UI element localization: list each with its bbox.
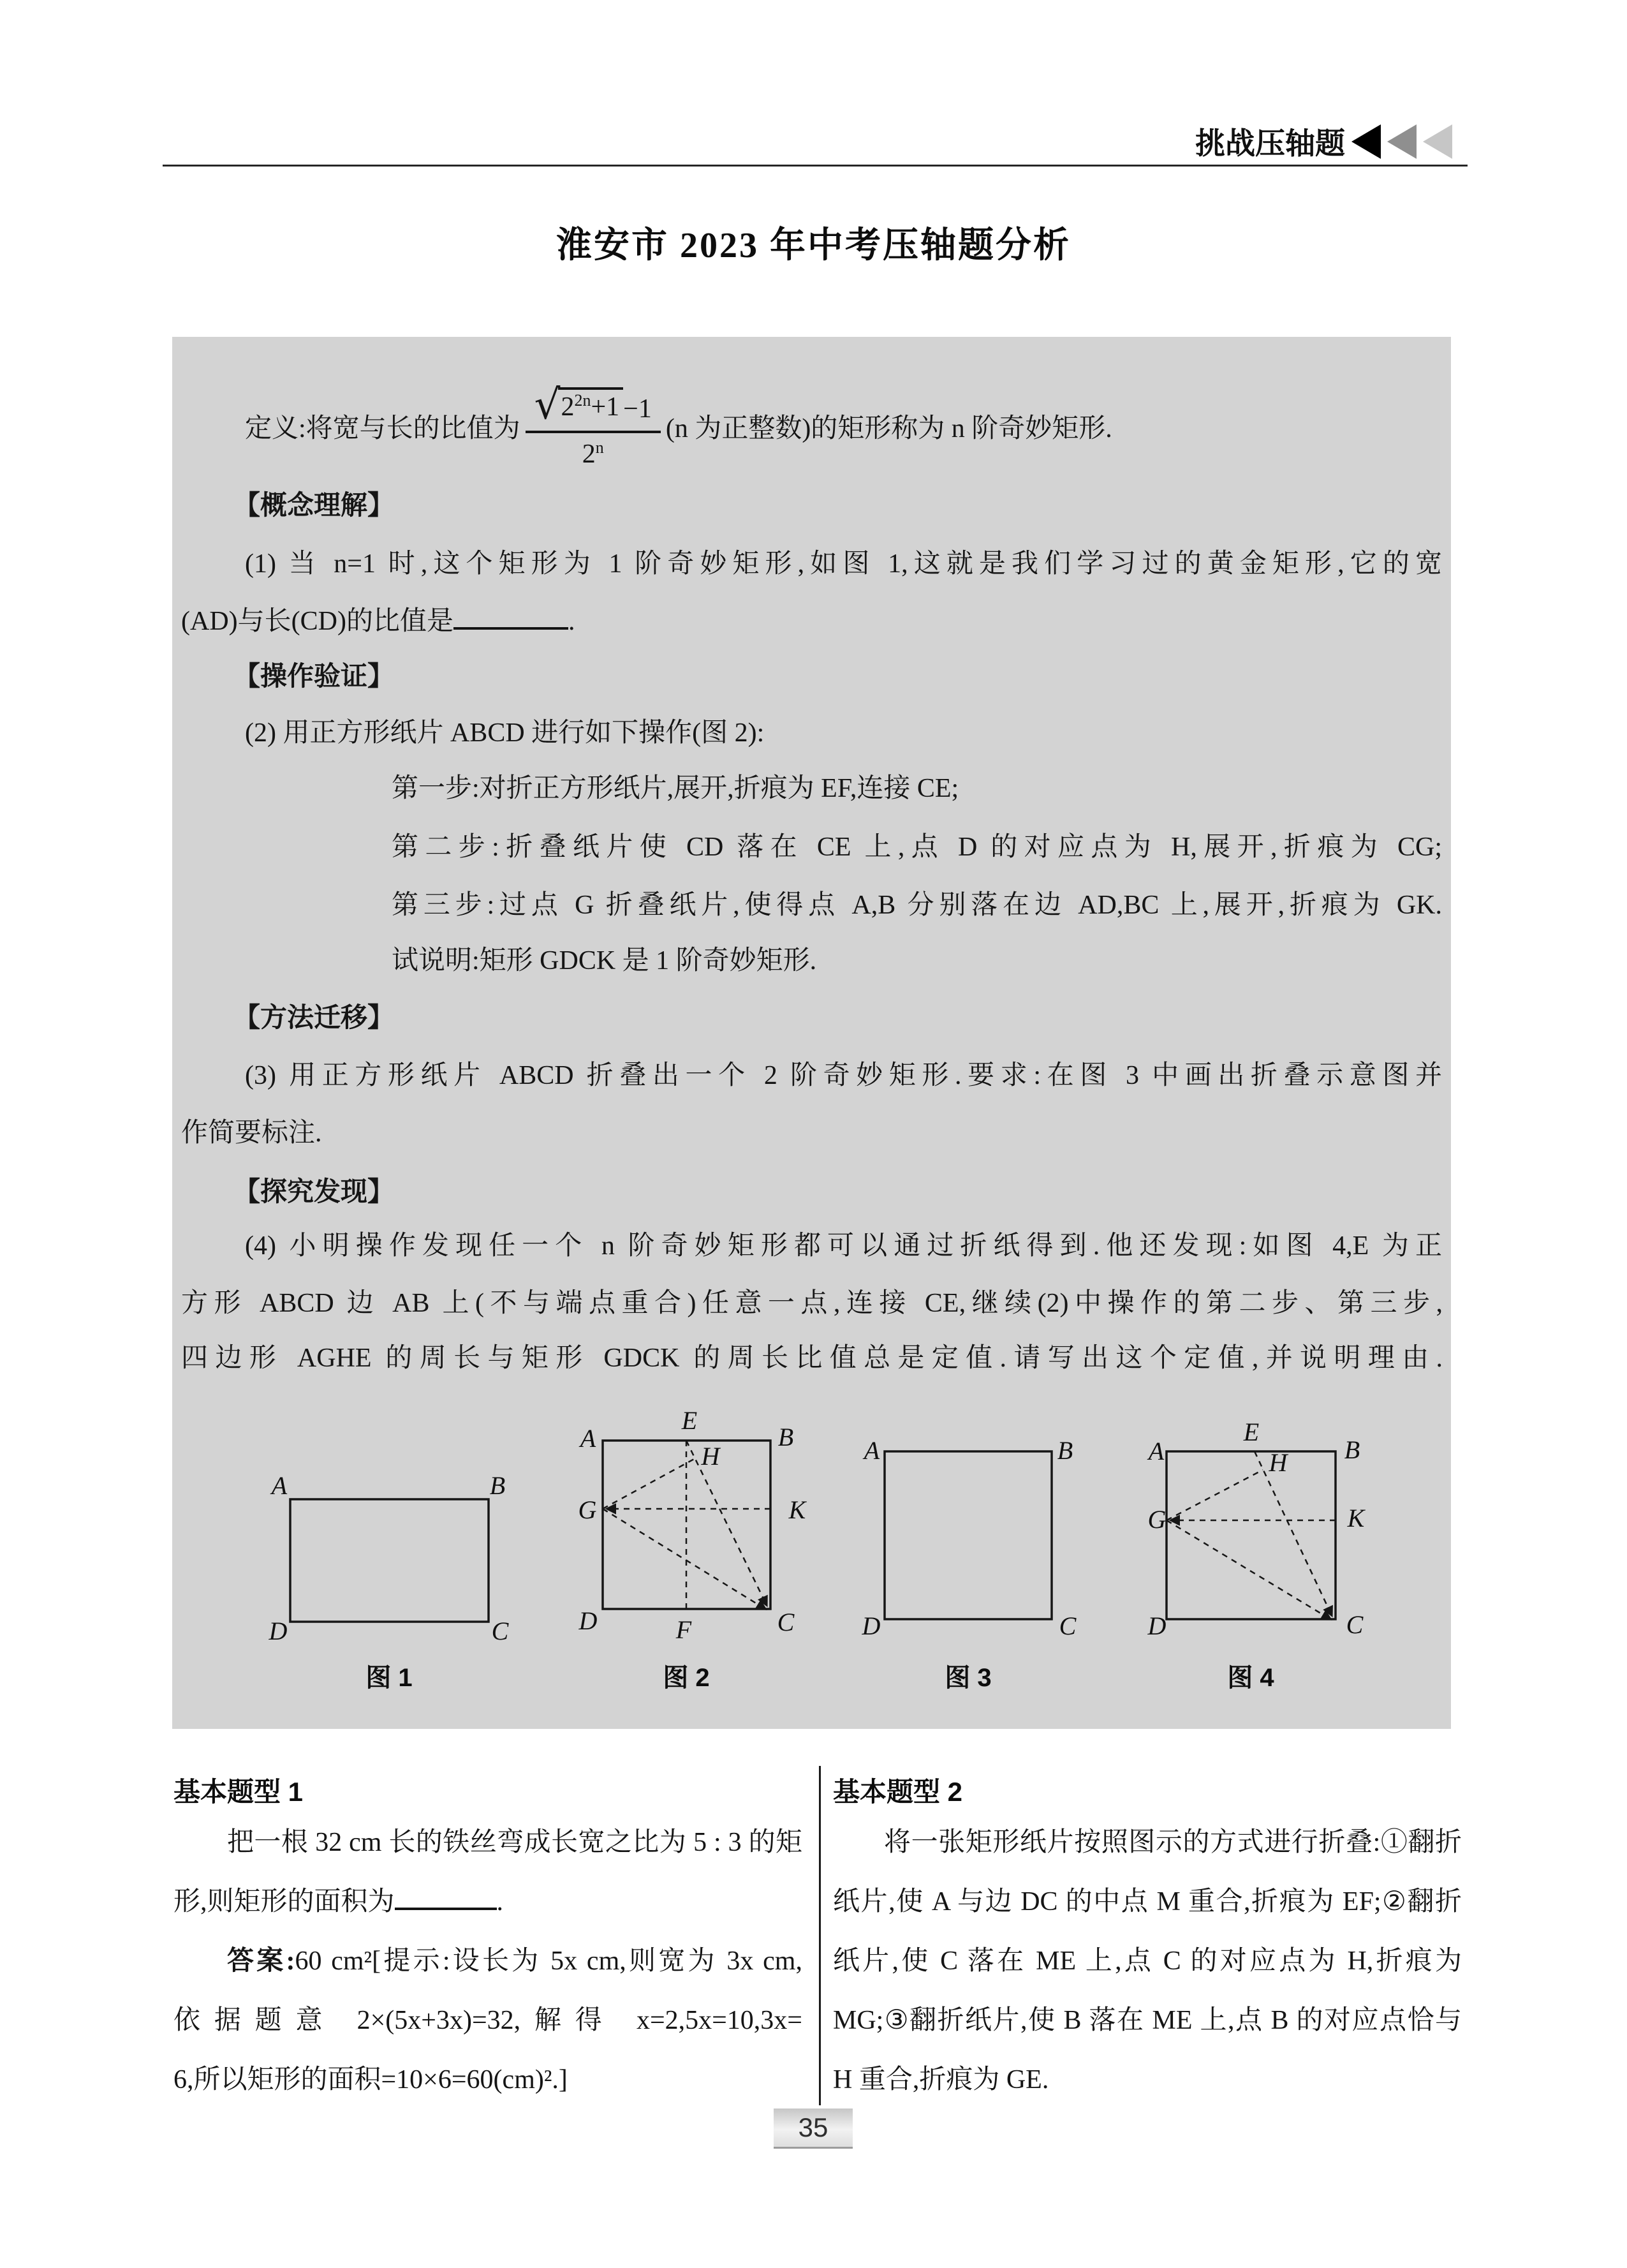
- square-ABCD: [1167, 1451, 1336, 1619]
- page-title: 淮安市 2023 年中考压轴题分析: [556, 226, 1071, 265]
- basic2-line3: 纸片,使 C 落在 ME 上,点 C 的对应点为 H,折痕为: [833, 1946, 1462, 1976]
- column-divider: [819, 1766, 821, 2105]
- basic1-answer-line2: 依据题意 2×(5x+3x)=32,解得 x=2,5x=10,3x=: [173, 2006, 802, 2035]
- basic2-line1: 将一张矩形纸片按照图示的方式进行折叠:①翻折: [884, 1828, 1462, 1857]
- back-triangle-icon-3: [1423, 124, 1452, 159]
- q1-line2-text: (AD)与长(CD)的比值是: [181, 607, 453, 636]
- formula-numerator: [526, 383, 661, 433]
- back-triangle-icon-1: [1351, 124, 1381, 159]
- label-E: E: [1243, 1418, 1260, 1446]
- label-A: A: [864, 1436, 880, 1465]
- label-H: H: [1269, 1448, 1288, 1477]
- segment-GH: [603, 1458, 695, 1509]
- label-B: B: [777, 1423, 794, 1451]
- label-D: D: [862, 1612, 881, 1640]
- segment-EC: [1255, 1451, 1332, 1615]
- label-G: G: [578, 1495, 597, 1524]
- basic1-answer-line3: 6,所以矩形的面积=10×6=60(cm)².]: [173, 2065, 568, 2094]
- label-D: D: [1147, 1612, 1167, 1640]
- label-A: A: [1148, 1437, 1165, 1465]
- label-C: C: [491, 1617, 509, 1645]
- header-rule: [163, 165, 1468, 167]
- segment-EC: [686, 1441, 767, 1605]
- q1-line2: [181, 605, 575, 638]
- q2-intro: (2) 用正方形纸片 ABCD 进行如下操作(图 2):: [245, 718, 765, 748]
- definition-prefix: 定义:将宽与长的比值为: [245, 414, 520, 443]
- q3-line1: (3) 用正方形纸片 ABCD 折叠出一个 2 阶奇妙矩形.要求:在图 3 中画出折叠示意图并: [245, 1061, 1442, 1090]
- q2-step3: 第三步:过点 G 折叠纸片,使得点 A,B 分别落在边 AD,BC 上,展开,折痕为 GK.: [392, 891, 1442, 920]
- label-D: D: [578, 1606, 598, 1635]
- page-number: 35: [798, 2112, 828, 2142]
- label-B: B: [489, 1471, 506, 1500]
- q4-line3: 四边形 AGHE 的周长与矩形 GDCK 的周长比值总是定值.请写出这个定值,并说明理由.: [181, 1344, 1443, 1373]
- label-F: F: [675, 1615, 692, 1644]
- basic1-answer-line1: [173, 1945, 802, 1979]
- definition-suffix: (n 为正整数)的矩形称为 n 阶奇妙矩形.: [665, 414, 1112, 443]
- basic1-line2: [173, 1885, 503, 1918]
- q1-line2-period: .: [568, 607, 575, 636]
- segment-GH: [1167, 1470, 1263, 1520]
- back-triangle-icon-2: [1387, 124, 1417, 159]
- problem-box: [172, 337, 1451, 1729]
- answer-blank-basic1: [395, 1904, 497, 1910]
- page-number-badge: [774, 2109, 853, 2149]
- sqrt-expression: [534, 381, 623, 429]
- square-ABCD: [885, 1451, 1052, 1619]
- q3-line2: 作简要标注.: [181, 1118, 322, 1148]
- crease-GC: [603, 1509, 765, 1609]
- definition-line: [245, 367, 1112, 485]
- denominator-base: 2: [582, 439, 596, 469]
- radicand: [558, 387, 623, 422]
- rectangle-ABCD: [290, 1499, 489, 1622]
- label-A: A: [580, 1424, 596, 1453]
- basic1-line2-text: 形,则矩形的面积为: [173, 1887, 395, 1916]
- label-G: G: [1147, 1505, 1167, 1534]
- figure-3-caption: 图 3: [945, 1664, 992, 1692]
- figure-3-diagram: [861, 1398, 1123, 1657]
- q2-step1: 第一步:对折正方形纸片,展开,折痕为 EF,连接 CE;: [392, 774, 959, 803]
- figure-2-caption: 图 2: [663, 1664, 710, 1692]
- q2-step2: 第二步:折叠纸片使 CD 落在 CE 上,点 D 的对应点为 H,展开,折痕为 CG;: [392, 833, 1442, 862]
- label-K: K: [1347, 1504, 1365, 1532]
- denominator-exponent: n: [595, 438, 604, 457]
- q4-line1: (4) 小明操作发现任一个 n 阶奇妙矩形都可以通过折纸得到.他还发现:如图 4,E 为正: [245, 1231, 1442, 1261]
- radicand-exponent: 2n: [574, 390, 591, 410]
- section3-title: 【方法迁移】: [233, 1004, 395, 1033]
- figure-4-caption: 图 4: [1227, 1664, 1274, 1692]
- basic1-heading: 基本题型 1: [173, 1777, 304, 1807]
- label-D: D: [269, 1617, 288, 1645]
- section1-title: 【概念理解】: [233, 491, 395, 521]
- label-A: A: [271, 1471, 288, 1500]
- q1-line1: (1) 当 n=1 时,这个矩形为 1 阶奇妙矩形,如图 1,这就是我们学习过的黄金矩形,它的宽: [245, 549, 1442, 579]
- label-B: B: [1344, 1435, 1360, 1464]
- label-C: C: [1346, 1610, 1364, 1639]
- label-C: C: [777, 1608, 795, 1636]
- figure-1-diagram: [268, 1461, 523, 1656]
- label-K: K: [788, 1495, 806, 1524]
- radicand-rest: +1: [591, 392, 620, 422]
- page-header: [1195, 120, 1452, 163]
- q2-note: 试说明:矩形 GDCK 是 1 阶奇妙矩形.: [392, 946, 817, 975]
- figure-2-diagram: [561, 1398, 823, 1657]
- answer-blank-q1: [453, 623, 568, 630]
- section4-title: 【探究发现】: [233, 1178, 395, 1207]
- formula-denominator: [582, 433, 604, 470]
- label-E: E: [681, 1406, 698, 1435]
- radicand-base: 2: [561, 392, 575, 422]
- label-H: H: [701, 1442, 720, 1471]
- section2-title: 【操作验证】: [233, 662, 395, 692]
- header-tag-label: 挑战压轴题: [1195, 126, 1345, 160]
- sqrt-sign-icon: √: [534, 381, 561, 429]
- label-C: C: [1059, 1612, 1077, 1640]
- basic2-line2: 纸片,使 A 与边 DC 的中点 M 重合,折痕为 EF;②翻折: [833, 1887, 1462, 1916]
- figure-1-caption: 图 1: [365, 1664, 413, 1692]
- basic2-heading: 基本题型 2: [833, 1777, 963, 1807]
- answer-text: 60 cm²[提示:设长为 5x cm,则宽为 3x cm,: [295, 1946, 802, 1976]
- label-B: B: [1057, 1436, 1073, 1465]
- numerator-rest: −1: [623, 394, 652, 424]
- q4-line2: 方形 ABCD 边 AB 上(不与端点重合)任意一点,连接 CE,继续(2)中操作的第二步、第三步,: [181, 1289, 1443, 1318]
- answer-label: 答案:: [227, 1946, 295, 1976]
- basic1-line2-period: .: [496, 1887, 504, 1916]
- ratio-formula: [526, 383, 661, 470]
- basic2-line5: H 重合,折痕为 GE.: [833, 2065, 1049, 2094]
- crease-GC: [1167, 1520, 1330, 1619]
- basic2-line4: MG;③翻折纸片,使 B 落在 ME 上,点 B 的对应点恰与: [833, 2006, 1462, 2035]
- figure-4-diagram: [1142, 1398, 1410, 1657]
- basic1-line1: 把一根 32 cm 长的铁丝弯成长宽之比为 5 : 3 的矩: [227, 1828, 802, 1857]
